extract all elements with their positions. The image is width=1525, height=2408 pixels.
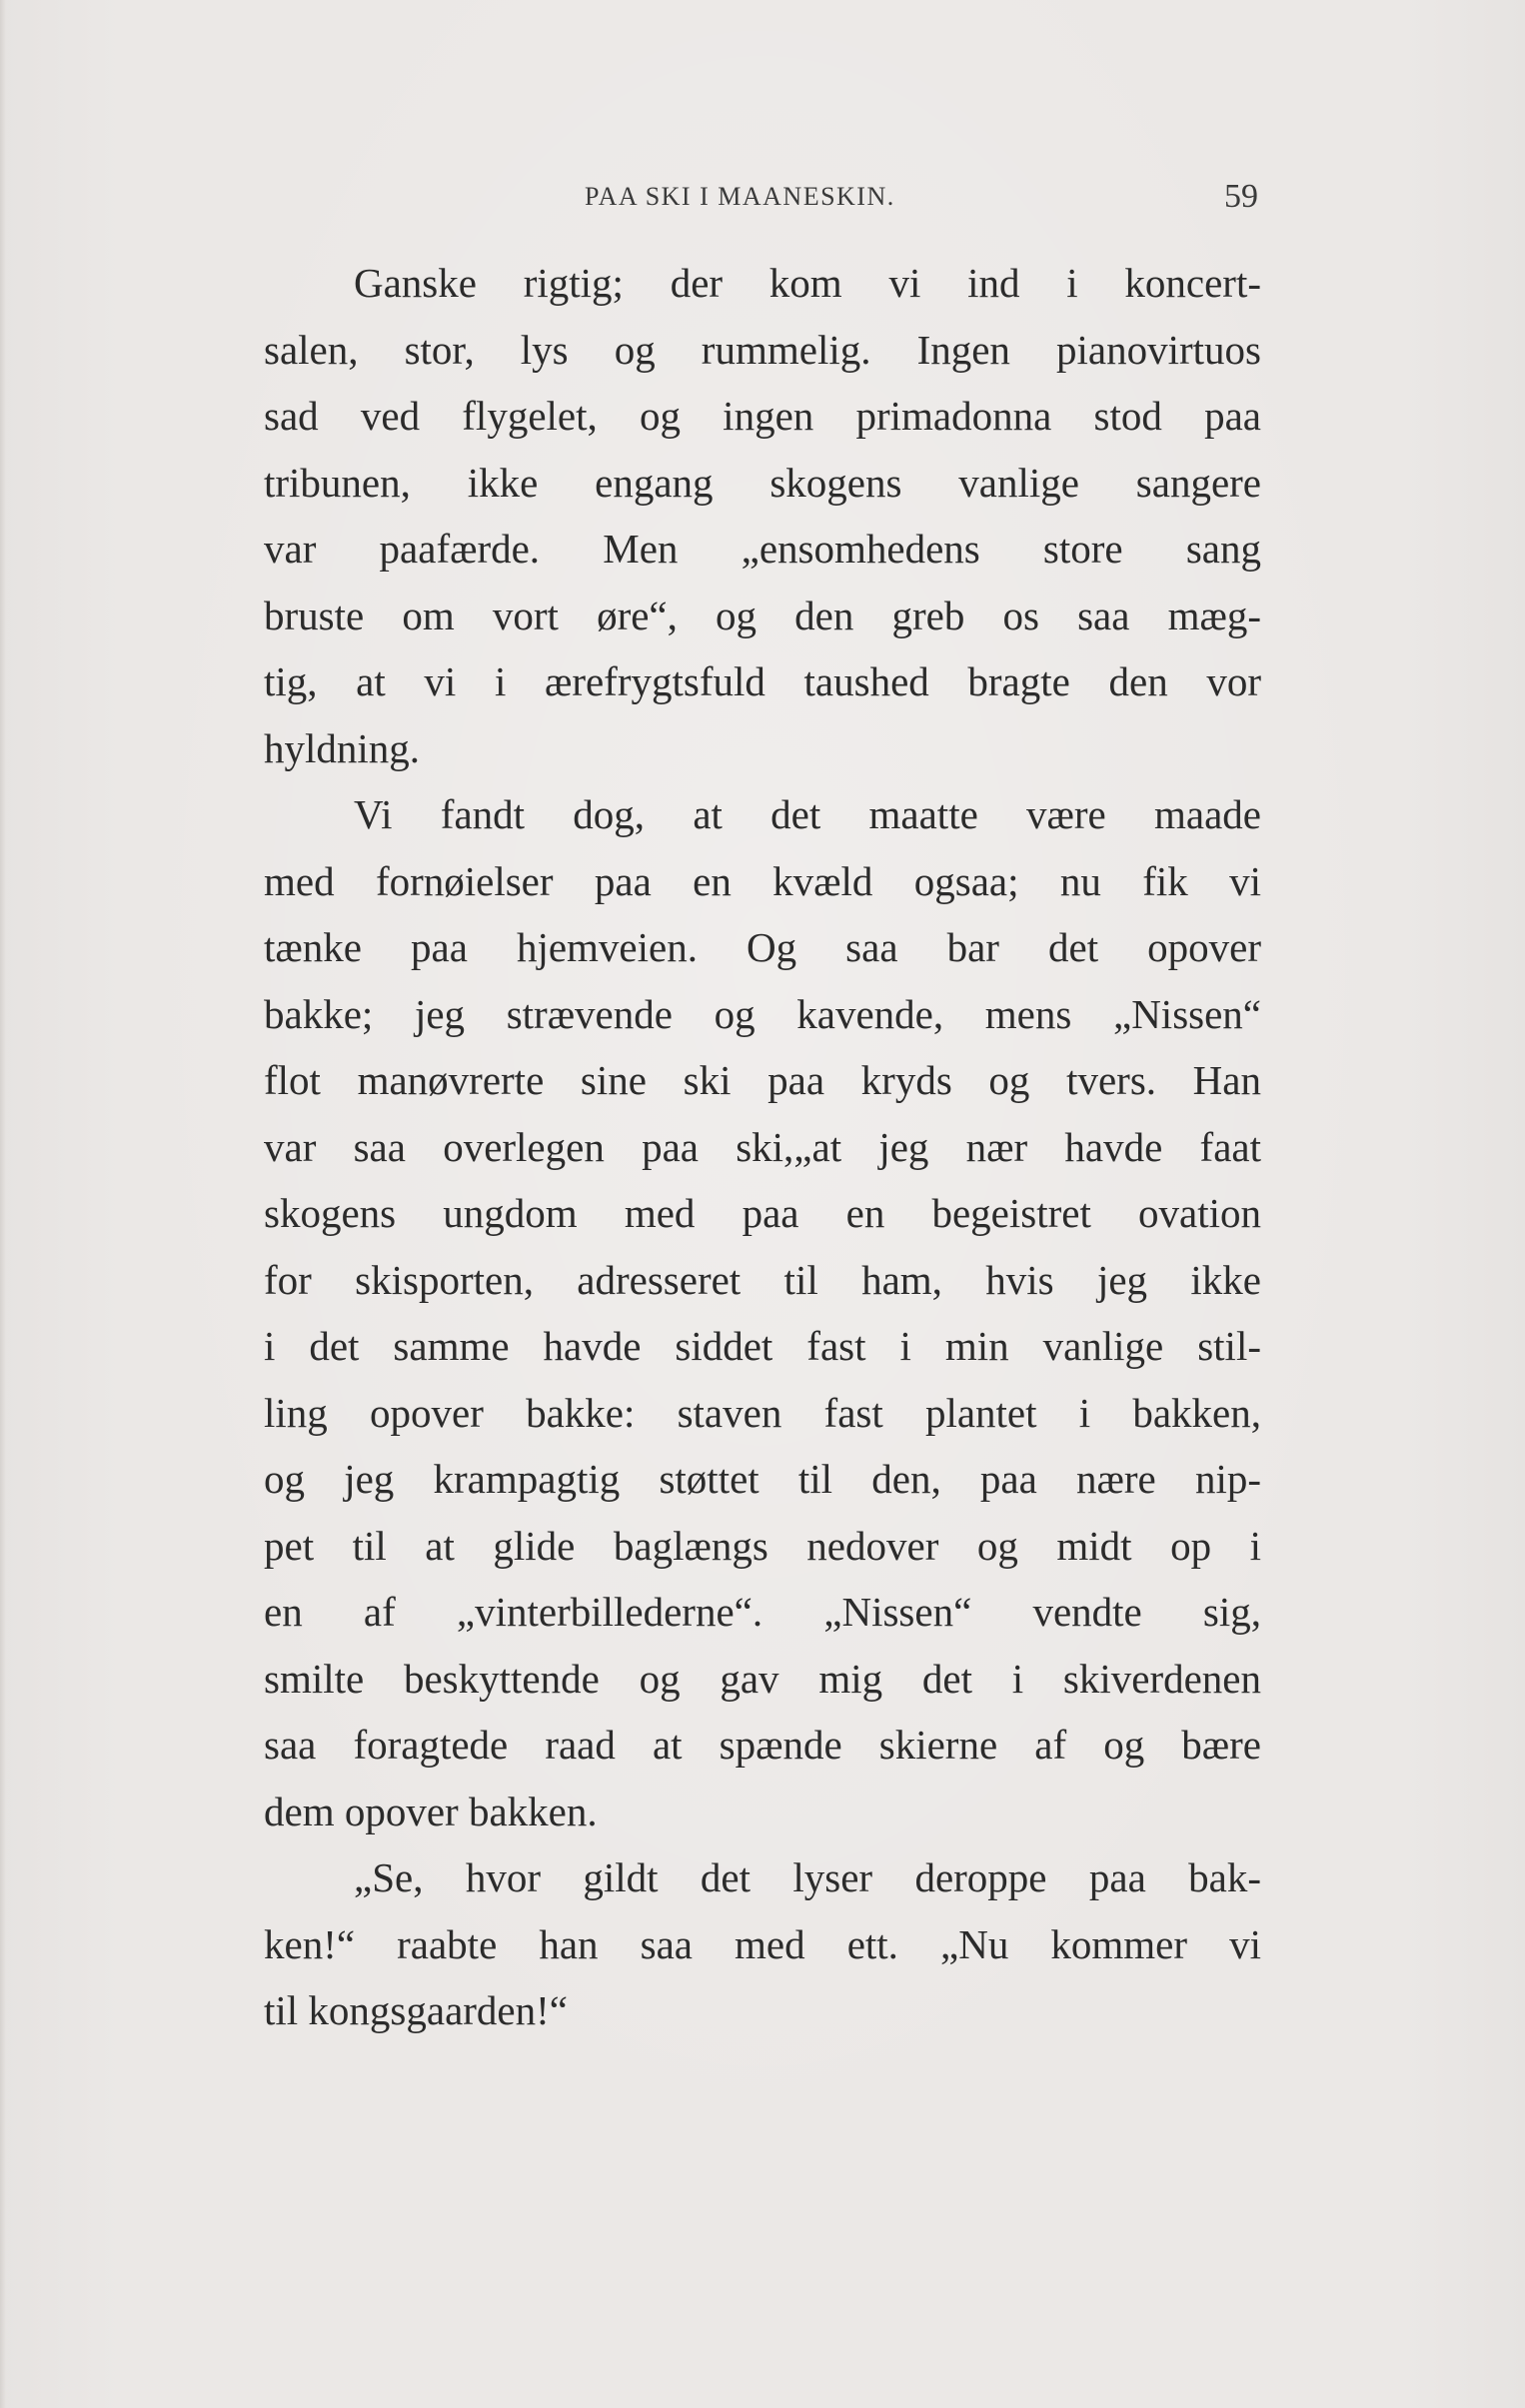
text-line: bakke; jeg strævende og kavende, mens „Nissen“ [264,990,1261,1037]
text-line: skogens ungdom med paa en begeistret ovation [264,1190,1261,1236]
text-line: salen, stor, lys og rummelig. Ingen pianovirtuos [264,326,1261,373]
text-line: i det samme havde siddet fast i min vanlige stil- [264,1323,1261,1369]
running-head: PAA SKI I MAANESKIN. [585,182,895,211]
text-line: flot manøvrerte sine ski paa kryds og tvers. Han [264,1057,1261,1103]
text-line: med fornøielser paa en kvæld ogsaa; nu fik vi [264,857,1261,904]
text-line: saa foragtede raad at spænde skierne af og bære [264,1722,1261,1768]
text-line: ling opover bakke: staven fast plantet i bakken, [264,1389,1261,1436]
page-number: 59 [1224,178,1258,215]
text-line: smilte beskyttende og gav mig det i skiverdenen [264,1655,1261,1702]
text-line: til kongsgaarden!“ [264,1987,568,2033]
text-line: og jeg krampagtig støttet til den, paa nære nip- [264,1456,1261,1502]
text-line: tænke paa hjemveien. Og saa bar det opover [264,924,1261,970]
page-edge-shadow [0,0,6,2408]
text-line: ken!“ raabte han saa med ett. „Nu kommer vi [264,1920,1261,1967]
text-line: tribunen, ikke engang skogens vanlige sangere [264,459,1261,506]
text-line: Ganske rigtig; der kom vi ind i koncert- [354,260,1261,306]
body-text [264,250,1261,2044]
text-line: for skisporten, adresseret til ham, hvis jeg ikke [264,1256,1261,1303]
text-line: sad ved flygelet, og ingen primadonna stod paa [264,393,1261,439]
text-line: var saa overlegen paa ski,„at jeg nær havde faat [264,1123,1261,1170]
text-line: bruste om vort øre“, og den greb os saa mæg- [264,592,1261,638]
text-line: Vi fandt dog, at det maatte være maade [354,791,1261,837]
text-line: var paafærde. Men „ensomhedens store sang [264,526,1261,572]
text-line: hyldning. [264,724,421,771]
text-line: pet til at glide baglængs nedover og midt op i [264,1522,1261,1569]
text-line: dem opover bakken. [264,1788,598,1834]
text-line: „Se, hvor gildt det lyser deroppe paa bak- [354,1854,1261,1900]
text-line: tig, at vi i ærefrygtsfuld taushed bragte den vor [264,658,1261,704]
text-line: en af „vinterbilledernе“. „Nissen“ vendte sig, [264,1589,1261,1635]
page-header [265,174,1262,224]
